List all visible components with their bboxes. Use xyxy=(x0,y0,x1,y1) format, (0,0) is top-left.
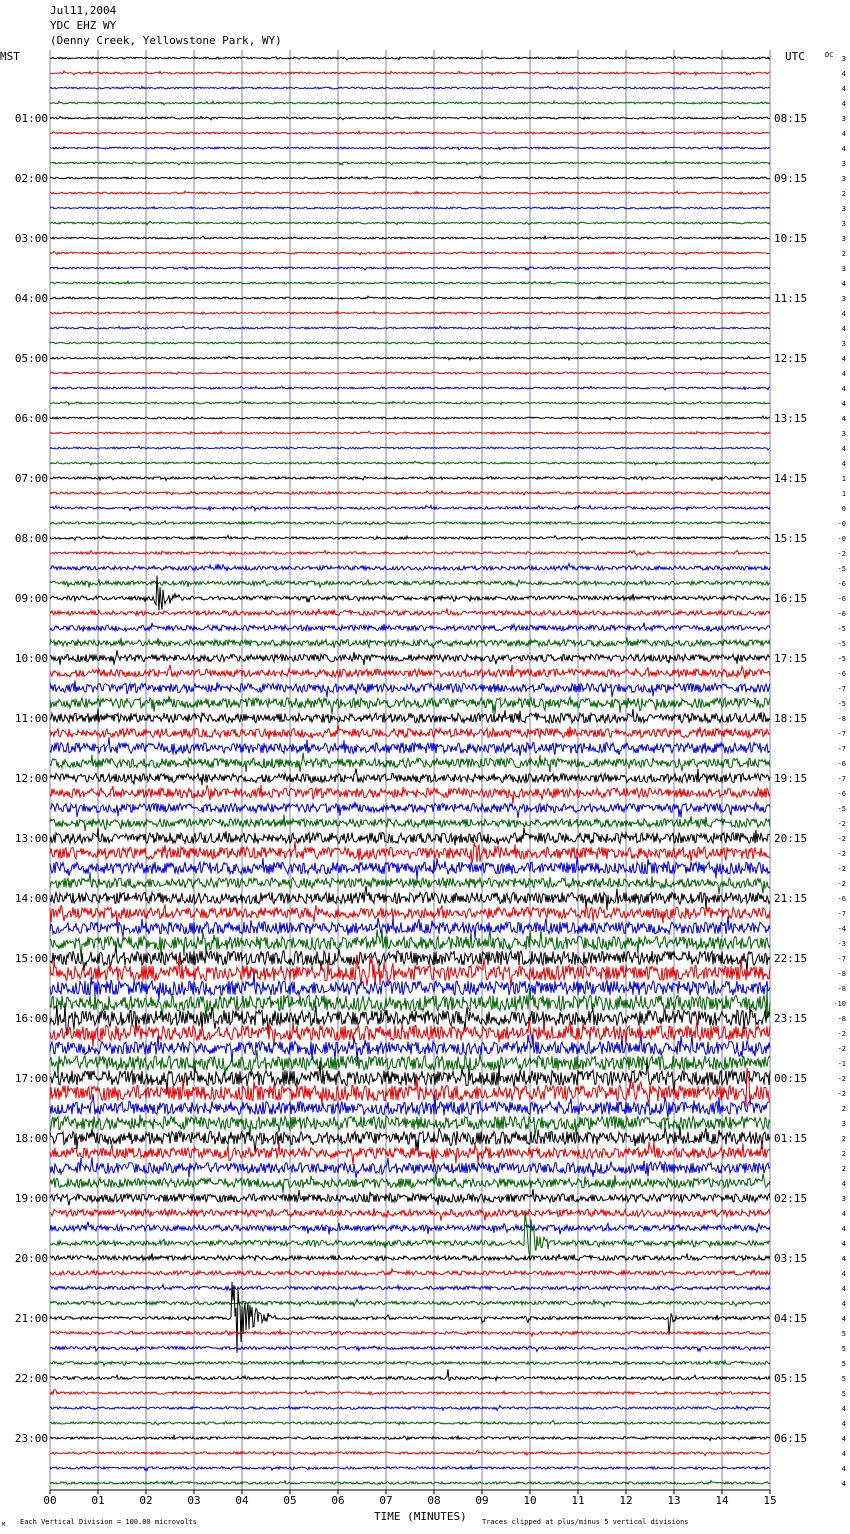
trace-row-0 xyxy=(50,57,770,60)
trace-row-36 xyxy=(50,576,770,611)
trace-row-27 xyxy=(50,461,770,465)
dc-offset-92: 4 xyxy=(841,1435,846,1443)
trace-row-42 xyxy=(50,680,770,697)
trace-row-45 xyxy=(50,724,770,739)
dc-offset-53: -2 xyxy=(837,850,846,858)
mst-label-8: 09:00 xyxy=(14,592,48,605)
dc-offset-39: -5 xyxy=(837,640,846,648)
dc-offset-19: 3 xyxy=(841,340,846,348)
trace-row-59 xyxy=(50,929,770,957)
dc-offset-80: 4 xyxy=(841,1255,846,1263)
dc-offset-67: -1 xyxy=(837,1060,846,1068)
dc-offset-40: -5 xyxy=(837,655,846,663)
trace-row-52 xyxy=(50,828,770,846)
dc-offset-41: -6 xyxy=(837,670,846,678)
trace-row-46 xyxy=(50,737,770,756)
dc-offset-70: 2 xyxy=(841,1105,846,1113)
trace-row-79 xyxy=(50,1212,770,1257)
trace-row-43 xyxy=(50,696,770,714)
x-tick-label-0: 00 xyxy=(43,1494,57,1507)
trace-row-10 xyxy=(50,207,770,210)
chart-title: YDC EHZ WY xyxy=(50,19,117,32)
trace-row-89 xyxy=(50,1390,770,1395)
trace-row-95 xyxy=(50,1481,770,1485)
utc-label-21: 05:15 xyxy=(774,1372,808,1385)
trace-row-48 xyxy=(50,768,770,785)
trace-row-6 xyxy=(50,147,770,150)
trace-row-50 xyxy=(50,802,770,818)
trace-row-66 xyxy=(50,1034,770,1062)
mst-label-11: 12:00 xyxy=(14,772,48,785)
dc-offset-73: 2 xyxy=(841,1150,846,1158)
trace-row-87 xyxy=(50,1360,770,1366)
dc-offset-11: 3 xyxy=(841,220,846,228)
dc-offset-95: 4 xyxy=(841,1480,846,1488)
trace-row-38 xyxy=(50,623,770,632)
dc-offset-75: 4 xyxy=(841,1180,846,1188)
trace-row-29 xyxy=(50,491,770,495)
dc-offset-77: 4 xyxy=(841,1210,846,1218)
left-timezone: MST xyxy=(0,50,20,63)
trace-row-78 xyxy=(50,1222,770,1235)
utc-label-3: 11:15 xyxy=(774,292,808,305)
scale-note: Each Vertical Division = 100.00 microvolts xyxy=(20,1518,198,1526)
trace-row-58 xyxy=(50,917,770,939)
trace-row-54 xyxy=(50,857,770,880)
dc-offset-7: 3 xyxy=(841,160,846,168)
dc-offset-87: 5 xyxy=(841,1360,846,1368)
x-axis-ticks xyxy=(43,1490,776,1507)
dc-offset-labels xyxy=(833,55,846,1488)
utc-label-22: 06:15 xyxy=(774,1432,808,1445)
trace-row-20 xyxy=(50,356,770,360)
trace-row-14 xyxy=(50,267,770,270)
trace-row-82 xyxy=(50,1284,770,1290)
utc-label-8: 16:15 xyxy=(774,592,808,605)
mst-label-22: 23:00 xyxy=(14,1432,48,1445)
utc-label-9: 17:15 xyxy=(774,652,808,665)
dc-offset-52: -2 xyxy=(837,835,846,843)
dc-offset-57: -7 xyxy=(837,910,846,918)
mst-label-18: 19:00 xyxy=(14,1192,48,1205)
dc-offset-3: 4 xyxy=(841,100,846,108)
dc-offset-71: 3 xyxy=(841,1120,846,1128)
mst-label-5: 06:00 xyxy=(14,412,48,425)
dc-offset-27: 4 xyxy=(841,460,846,468)
utc-label-15: 23:15 xyxy=(774,1012,808,1025)
dc-offset-58: -4 xyxy=(837,925,846,933)
x-axis-title: TIME (MINUTES) xyxy=(374,1510,467,1523)
utc-label-13: 21:15 xyxy=(774,892,808,905)
x-tick-label-8: 08 xyxy=(427,1494,441,1507)
dc-offset-89: 5 xyxy=(841,1390,846,1398)
dc-offset-65: -2 xyxy=(837,1030,846,1038)
dc-offset-12: 3 xyxy=(841,235,846,243)
dc-offset-90: 4 xyxy=(841,1405,846,1413)
mst-label-1: 02:00 xyxy=(14,172,48,185)
utc-label-7: 15:15 xyxy=(774,532,808,545)
dc-offset-47: -6 xyxy=(837,760,846,768)
dc-offset-34: -5 xyxy=(837,565,846,573)
trace-row-75 xyxy=(50,1173,770,1193)
dc-offset-55: -2 xyxy=(837,880,846,888)
trace-row-33 xyxy=(50,550,770,555)
trace-row-81 xyxy=(50,1269,770,1276)
utc-label-20: 04:15 xyxy=(774,1312,808,1325)
trace-row-22 xyxy=(50,386,770,390)
mst-label-4: 05:00 xyxy=(14,352,48,365)
dc-offset-6: 4 xyxy=(841,145,846,153)
dc-offset-64: -8 xyxy=(837,1015,846,1023)
utc-hour-labels xyxy=(774,112,807,1445)
dc-offset-43: -5 xyxy=(837,700,846,708)
x-tick-label-1: 01 xyxy=(91,1494,105,1507)
dc-offset-35: -6 xyxy=(837,580,846,588)
dc-offset-24: 4 xyxy=(841,415,846,423)
dc-offset-33: -2 xyxy=(837,550,846,558)
x-tick-label-11: 11 xyxy=(571,1494,585,1507)
utc-label-14: 22:15 xyxy=(774,952,808,965)
utc-label-1: 09:15 xyxy=(774,172,808,185)
dc-offset-86: 5 xyxy=(841,1345,846,1353)
x-tick-label-14: 14 xyxy=(715,1494,729,1507)
trace-row-80 xyxy=(50,1253,770,1260)
mst-label-17: 18:00 xyxy=(14,1132,48,1145)
trace-row-51 xyxy=(50,815,770,831)
station-location: (Denny Creek, Yellowstone Park, WY) xyxy=(50,34,282,47)
trace-row-83 xyxy=(50,1299,770,1306)
trace-row-44 xyxy=(50,708,770,722)
trace-row-31 xyxy=(50,521,770,525)
dc-offset-26: 4 xyxy=(841,445,846,453)
utc-label-2: 10:15 xyxy=(774,232,808,245)
x-tick-label-7: 07 xyxy=(379,1494,393,1507)
utc-label-16: 00:15 xyxy=(774,1072,808,1085)
trace-row-13 xyxy=(50,252,770,255)
trace-row-9 xyxy=(50,191,770,194)
x-tick-label-13: 13 xyxy=(667,1494,681,1507)
trace-row-77 xyxy=(50,1208,770,1221)
utc-label-19: 03:15 xyxy=(774,1252,808,1265)
chart-date: Jul11,2004 xyxy=(50,4,117,17)
dc-offset-72: 2 xyxy=(841,1135,846,1143)
trace-row-74 xyxy=(50,1157,770,1178)
dc-offset-94: 4 xyxy=(841,1465,846,1473)
mst-label-10: 11:00 xyxy=(14,712,48,725)
dc-offset-78: 4 xyxy=(841,1225,846,1233)
dc-offset-66: -2 xyxy=(837,1045,846,1053)
trace-row-32 xyxy=(50,535,770,540)
trace-row-12 xyxy=(50,236,770,239)
dc-offset-18: 4 xyxy=(841,325,846,333)
mst-label-19: 20:00 xyxy=(14,1252,48,1265)
dc-offset-68: -2 xyxy=(837,1075,846,1083)
dc-offset-56: -6 xyxy=(837,895,846,903)
trace-row-55 xyxy=(50,872,770,894)
trace-row-24 xyxy=(50,416,770,420)
dc-offset-62: -8 xyxy=(837,985,846,993)
trace-row-11 xyxy=(50,221,770,225)
dc-offset-84: 4 xyxy=(841,1315,846,1323)
trace-row-3 xyxy=(50,101,770,105)
mst-label-16: 17:00 xyxy=(14,1072,48,1085)
dc-offset-61: -8 xyxy=(837,970,846,978)
x-tick-label-4: 04 xyxy=(235,1494,249,1507)
trace-row-1 xyxy=(50,71,770,75)
utc-label-18: 02:15 xyxy=(774,1192,808,1205)
trace-row-88 xyxy=(50,1369,770,1381)
corner-mark: M xyxy=(2,1522,6,1528)
trace-row-73 xyxy=(50,1142,770,1165)
x-tick-label-3: 03 xyxy=(187,1494,201,1507)
trace-row-21 xyxy=(50,372,770,375)
trace-row-84 xyxy=(50,1282,770,1353)
dc-offset-29: 1 xyxy=(841,490,846,498)
trace-row-8 xyxy=(50,176,770,179)
trace-row-86 xyxy=(50,1346,770,1351)
dc-offset-8: 3 xyxy=(841,175,846,183)
dc-offset-37: -6 xyxy=(837,610,846,618)
utc-label-0: 08:15 xyxy=(774,112,808,125)
dc-offset-81: 4 xyxy=(841,1270,846,1278)
utc-label-5: 13:15 xyxy=(774,412,808,425)
dc-offset-85: 5 xyxy=(841,1330,846,1338)
trace-row-94 xyxy=(50,1466,770,1471)
dc-offset-51: -2 xyxy=(837,820,846,828)
trace-row-92 xyxy=(50,1436,770,1441)
x-tick-label-9: 09 xyxy=(475,1494,489,1507)
mst-label-12: 13:00 xyxy=(14,832,48,845)
trace-row-5 xyxy=(50,131,770,134)
trace-row-39 xyxy=(50,637,770,647)
dc-offset-22: 4 xyxy=(841,385,846,393)
x-tick-label-2: 02 xyxy=(139,1494,153,1507)
dc-offset-10: 3 xyxy=(841,205,846,213)
dc-header: DC xyxy=(825,51,834,59)
trace-row-26 xyxy=(50,446,770,450)
dc-offset-76: 3 xyxy=(841,1195,846,1203)
trace-row-41 xyxy=(50,665,770,679)
mst-label-7: 08:00 xyxy=(14,532,48,545)
trace-row-49 xyxy=(50,785,770,803)
mst-label-0: 01:00 xyxy=(14,112,48,125)
dc-offset-38: -5 xyxy=(837,625,846,633)
trace-row-85 xyxy=(50,1331,770,1337)
x-tick-label-10: 10 xyxy=(523,1494,537,1507)
dc-offset-49: -6 xyxy=(837,790,846,798)
dc-offset-28: 1 xyxy=(841,475,846,483)
trace-row-23 xyxy=(50,401,770,405)
trace-row-91 xyxy=(50,1421,770,1426)
dc-offset-32: -0 xyxy=(837,535,846,543)
right-timezone: UTC xyxy=(785,50,805,63)
dc-offset-25: 3 xyxy=(841,430,846,438)
dc-offset-4: 3 xyxy=(841,115,846,123)
trace-row-28 xyxy=(50,476,770,480)
trace-row-47 xyxy=(50,753,770,773)
dc-offset-1: 4 xyxy=(841,70,846,78)
utc-label-11: 19:15 xyxy=(774,772,808,785)
trace-row-76 xyxy=(50,1189,770,1206)
trace-row-53 xyxy=(50,841,770,863)
mst-label-15: 16:00 xyxy=(14,1012,48,1025)
mst-label-2: 03:00 xyxy=(14,232,48,245)
trace-row-4 xyxy=(50,116,770,120)
utc-label-12: 20:15 xyxy=(774,832,808,845)
trace-row-90 xyxy=(50,1405,770,1410)
dc-offset-9: 2 xyxy=(841,190,846,198)
dc-offset-5: 4 xyxy=(841,130,846,138)
dc-offset-48: -7 xyxy=(837,775,846,783)
dc-offset-31: -0 xyxy=(837,520,846,528)
utc-label-6: 14:15 xyxy=(774,472,808,485)
mst-label-20: 21:00 xyxy=(14,1312,48,1325)
trace-row-40 xyxy=(50,650,770,665)
dc-offset-16: 3 xyxy=(841,295,846,303)
trace-row-19 xyxy=(50,342,770,345)
dc-offset-17: 4 xyxy=(841,310,846,318)
mst-hour-labels xyxy=(15,112,48,1445)
dc-offset-2: 4 xyxy=(841,85,846,93)
trace-row-71 xyxy=(50,1115,770,1137)
dc-offset-42: -7 xyxy=(837,685,846,693)
dc-offset-30: 0 xyxy=(841,505,846,513)
trace-row-93 xyxy=(50,1451,770,1456)
dc-offset-82: 4 xyxy=(841,1285,846,1293)
x-tick-label-12: 12 xyxy=(619,1494,633,1507)
mst-label-9: 10:00 xyxy=(14,652,48,665)
dc-offset-69: -2 xyxy=(837,1090,846,1098)
dc-offset-50: -5 xyxy=(837,805,846,813)
dc-offset-0: 3 xyxy=(841,55,846,63)
mst-label-3: 04:00 xyxy=(14,292,48,305)
utc-label-4: 12:15 xyxy=(774,352,808,365)
dc-offset-60: -7 xyxy=(837,955,846,963)
dc-offset-46: -7 xyxy=(837,745,846,753)
mst-label-14: 15:00 xyxy=(14,952,48,965)
dc-offset-63: -10 xyxy=(833,1000,846,1008)
dc-offset-79: 4 xyxy=(841,1240,846,1248)
dc-offset-83: 4 xyxy=(841,1300,846,1308)
x-tick-label-6: 06 xyxy=(331,1494,345,1507)
dc-offset-36: -6 xyxy=(837,595,846,603)
trace-row-18 xyxy=(50,326,770,330)
trace-row-15 xyxy=(50,281,770,284)
dc-offset-23: 4 xyxy=(841,400,846,408)
trace-row-37 xyxy=(50,609,770,616)
dc-offset-13: 2 xyxy=(841,250,846,258)
dc-offset-45: -7 xyxy=(837,730,846,738)
dc-offset-93: 4 xyxy=(841,1450,846,1458)
trace-row-7 xyxy=(50,161,770,165)
mst-label-6: 07:00 xyxy=(14,472,48,485)
trace-row-34 xyxy=(50,564,770,572)
x-tick-label-5: 05 xyxy=(283,1494,297,1507)
dc-offset-74: 2 xyxy=(841,1165,846,1173)
trace-row-2 xyxy=(50,86,770,89)
dc-offset-15: 4 xyxy=(841,280,846,288)
trace-row-68 xyxy=(50,1061,770,1094)
dc-offset-91: 4 xyxy=(841,1420,846,1428)
dc-offset-21: 4 xyxy=(841,370,846,378)
dc-offset-20: 4 xyxy=(841,355,846,363)
trace-row-17 xyxy=(50,311,770,314)
dc-offset-59: -3 xyxy=(837,940,846,948)
clip-note: Traces clipped at plus/minus 5 vertical divisions xyxy=(482,1518,689,1526)
dc-offset-88: 5 xyxy=(841,1375,846,1383)
trace-row-25 xyxy=(50,431,770,434)
utc-label-10: 18:15 xyxy=(774,712,808,725)
dc-offset-54: -2 xyxy=(837,865,846,873)
trace-row-56 xyxy=(50,886,770,911)
trace-row-30 xyxy=(50,506,770,511)
trace-row-16 xyxy=(50,296,770,299)
seismic-traces xyxy=(50,57,770,1485)
dc-offset-44: -8 xyxy=(837,715,846,723)
trace-row-57 xyxy=(50,904,770,925)
dc-offset-14: 3 xyxy=(841,265,846,273)
mst-label-13: 14:00 xyxy=(14,892,48,905)
utc-label-17: 01:15 xyxy=(774,1132,808,1145)
mst-label-21: 22:00 xyxy=(14,1372,48,1385)
x-tick-label-15: 15 xyxy=(763,1494,777,1507)
